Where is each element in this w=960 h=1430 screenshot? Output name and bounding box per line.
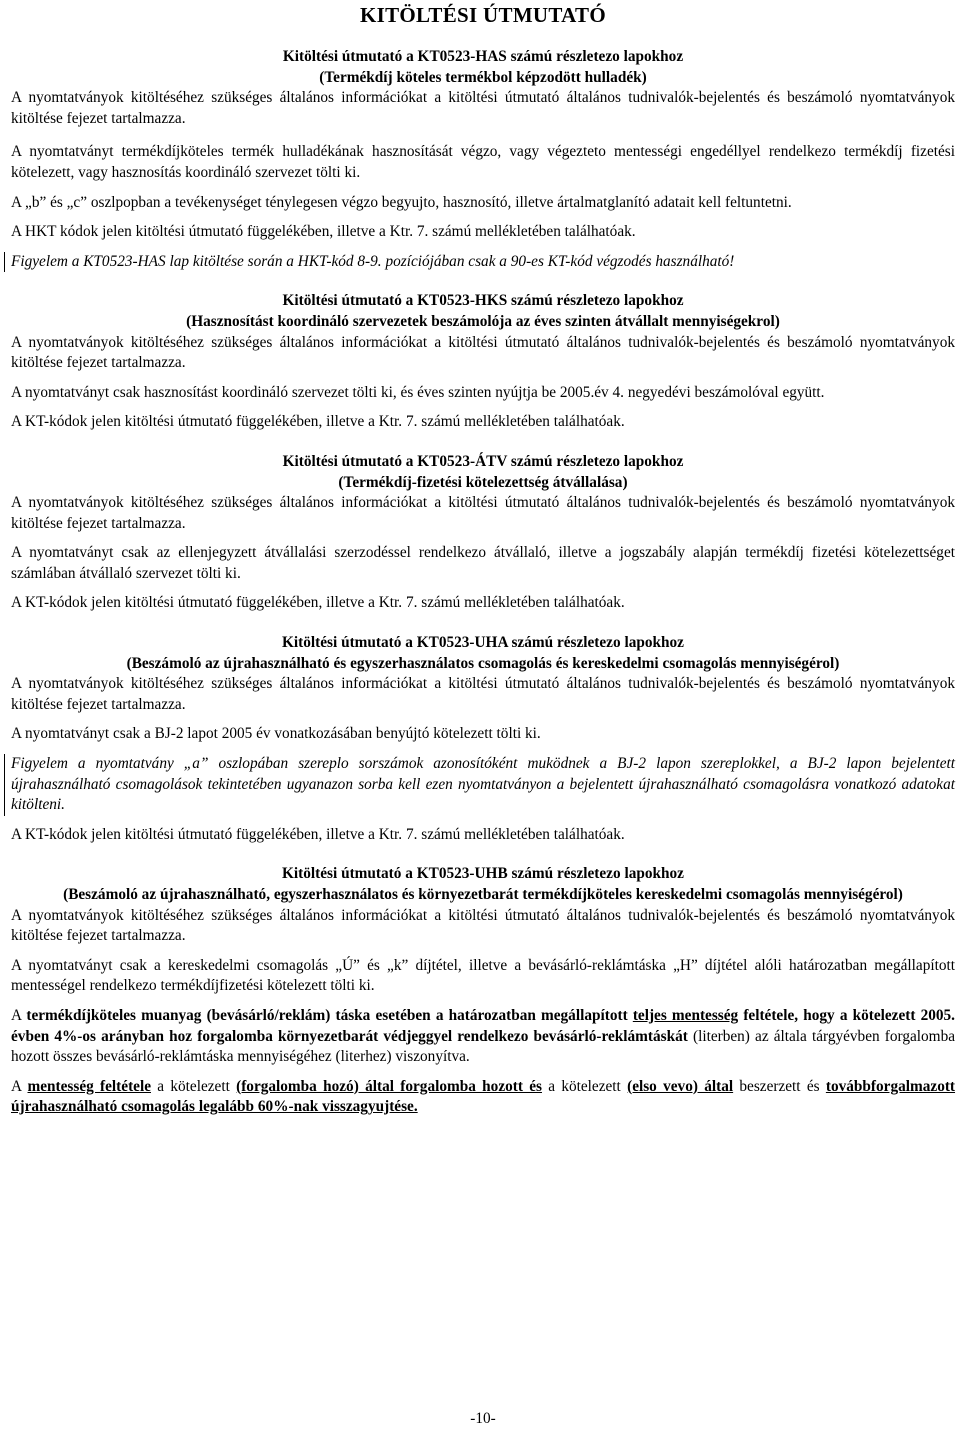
- paragraph: A nyomtatványok kitöltéséhez szükséges általános információkat a kitöltési útmutató általános tudnivalók-bejelentés és beszámoló nyomtatványok kitöltése fejezet tartalmazza.: [11, 675, 955, 713]
- paragraph: A nyomtatványok kitöltéséhez szükséges általános információkat a kitöltési útmutató általános tudnivalók-bejelentés és beszámoló nyomtatványok kitöltése fejezet tartalmazza.: [11, 906, 955, 945]
- bold-underlined-text: mentesség feltétele: [27, 1077, 151, 1095]
- paragraph: A nyomtatványok kitöltéséhez szükséges általános információkat a kitöltési útmutató általános tudnivalók-bejelentés és beszámoló nyomtatványok kitöltése fejezet tartalmazza.: [11, 333, 955, 372]
- text-run: A: [11, 1077, 28, 1095]
- paragraph: A KT-kódok jelen kitöltési útmutató függelékében, illetve a Ktr. 7. számú mellékletében találhatóak.: [11, 825, 625, 843]
- section-heading: [11, 47, 955, 88]
- condition-paragraph: [11, 1077, 955, 1118]
- paragraph: A nyomtatványt termékdíjköteles termék hulladékának hasznosítását végzo, vagy végezteto mentességi engedéllyel rendelkezo termékdíj fizetési kötelezett, vagy hasznosítás koordináló szervezet tölti ki.: [11, 143, 955, 181]
- section-heading-line1: Kitöltési útmutató a KT0523-ÁTV számú részletezo lapokhoz: [282, 452, 684, 470]
- section-heading-line2: (Termékdíj-fizetési kötelezettség átvállalása): [338, 473, 628, 491]
- bold-underlined-text: továbbforgalmazott újrahasználható csomagolás legalább 60%-nak visszagyujtése.: [11, 1077, 956, 1116]
- section-heading-line2: (Beszámoló az újrahasználható, egyszerhasználatos és környezetbarát termékdíjköteles kereskedelmi csomagolás mennyiségérol): [63, 886, 903, 903]
- section-heading: [11, 864, 955, 905]
- section-heading: [11, 452, 955, 493]
- section-heading-line2: (Hasznosítást koordináló szervezetek beszámolója az éves szinten átvállalt mennyiségekrol): [186, 312, 780, 330]
- exemption-paragraph: [11, 1006, 955, 1068]
- section-heading-line2: (Beszámoló az újrahasználható és egyszerhasználatos csomagolás és kereskedelmi csomagolás mennyiségérol): [126, 654, 840, 672]
- document-page: [11, 0, 956, 1427]
- section-hks: [11, 291, 955, 433]
- page-number: -10-: [470, 1410, 496, 1427]
- paragraph: A KT-kódok jelen kitöltési útmutató függelékében, illetve a Ktr. 7. számú mellékletében találhatóak.: [11, 594, 625, 612]
- paragraph: A nyomtatványok kitöltéséhez szükséges általános információkat a kitöltési útmutató általános tudnivalók-bejelentés és beszámoló nyomtatványok kitöltése fejezet tartalmazza.: [11, 89, 955, 127]
- section-atv: [11, 452, 955, 614]
- bold-text: termékdíjköteles muanyag (bevásárló/reklám) táska esetében a határozatban megállapított: [26, 1006, 633, 1024]
- paragraph: A „b” és „c” oszlpopban a tevékenységet ténylegesen végzo begyujto, hasznosító, illetve ártalmatglanító adatait kell feltuntetni.: [11, 193, 792, 211]
- paragraph: A nyomtatványok kitöltéséhez szükséges általános információkat a kitöltési útmutató általános tudnivalók-bejelentés és beszámoló nyomtatványok kitöltése fejezet tartalmazza.: [11, 494, 955, 532]
- section-uhb: [11, 864, 955, 1118]
- section-heading-line1: Kitöltési útmutató a KT0523-UHA számú részletezo lapokhoz: [282, 634, 684, 652]
- section-heading-line1: Kitöltési útmutató a KT0523-HAS számú részletezo lapokhoz: [282, 48, 684, 65]
- text-run: (literben) az általa tárgyévben forgalomba hozott összes bevásárló-reklámtáska mennyiségéhez (literhez) viszonyítva.: [11, 1027, 956, 1066]
- text-run: a kötelezett: [151, 1077, 237, 1095]
- section-has: [11, 47, 955, 272]
- text-run: a kötelezett: [541, 1077, 628, 1095]
- paragraph: A HKT kódok jelen kitöltési útmutató függelékében, illetve a Ktr. 7. számú mellékletében találhatóak.: [11, 223, 636, 241]
- warning-note: Figyelem a nyomtatvány „a” oszlopában szereplo sorszámok azonosítóként muködnek a BJ-2 lapon szereplokkel, a BJ-2 lapon bejelentett újrahasználható csomagolások tekintetében ugyanazon sorba kell ezen nyomtatványon a bejelentett újrahasználható csomagolásra vonatkozó adatokat kitölteni.: [11, 754, 955, 816]
- text-run: beszerzett és: [733, 1077, 826, 1095]
- paragraph: A nyomtatványt csak az ellenjegyzett átvállalási szerzodéssel rendelkezo átvállaló, illetve a jogszabály alapján termékdíj fizetési kötelezettséget számlában átvállaló szervezet tölti ki.: [11, 544, 955, 582]
- bold-underlined-text: teljes mentesség: [632, 1006, 739, 1024]
- section-heading: [11, 633, 955, 674]
- section-heading-line1: Kitöltési útmutató a KT0523-UHB számú részletezo lapokhoz: [282, 865, 684, 883]
- paragraph: A nyomtatványt csak a BJ-2 lapot 2005 év vonatkozásában benyújtó kötelezett tölti ki.: [11, 725, 541, 743]
- paragraph: A KT-kódok jelen kitöltési útmutató függelékében, illetve a Ktr. 7. számú mellékletében találhatóak.: [11, 413, 625, 431]
- section-heading-line2: (Termékdíj köteles termékbol képzodött hulladék): [319, 68, 647, 86]
- bold-underlined-text: (elso vevo) által: [627, 1077, 734, 1095]
- section-heading: [11, 291, 955, 332]
- bold-text: feltétele, hogy a kötelezett 2005. évben 4%-os arányban hoz forgalomba környezetbarát védjeggyel rendelkezo bevásárló-reklámtáskát: [11, 1006, 956, 1045]
- warning-note: Figyelem a KT0523-HAS lap kitöltése során a HKT-kód 8-9. pozíciójában csak a 90-es KT-kód végzodés használható!: [11, 252, 955, 273]
- paragraph: A nyomtatványt csak a kereskedelmi csomagolás „Ú” és „k” díjtétel, illetve a bevásárló-reklámtáska „H” díjtétel alóli határozatban megállapított mentességel rendelkezo termékdíjfizetési kötelezett tölti ki.: [11, 956, 955, 995]
- section-uha: [11, 633, 955, 845]
- bold-underlined-text: (forgalomba hozó) által forgalomba hozott és: [236, 1077, 542, 1095]
- paragraph: A nyomtatványt csak hasznosítást koordináló szervezet tölti ki, és éves szinten nyújtja be 2005.év 4. negyedévi beszámolóval együtt.: [11, 383, 825, 401]
- section-heading-line1: Kitöltési útmutató a KT0523-HKS számú részletezo lapokhoz: [282, 292, 684, 310]
- document-title: KITÖLTÉSI ÚTMUTATÓ: [360, 3, 606, 27]
- text-run: A: [11, 1006, 27, 1024]
